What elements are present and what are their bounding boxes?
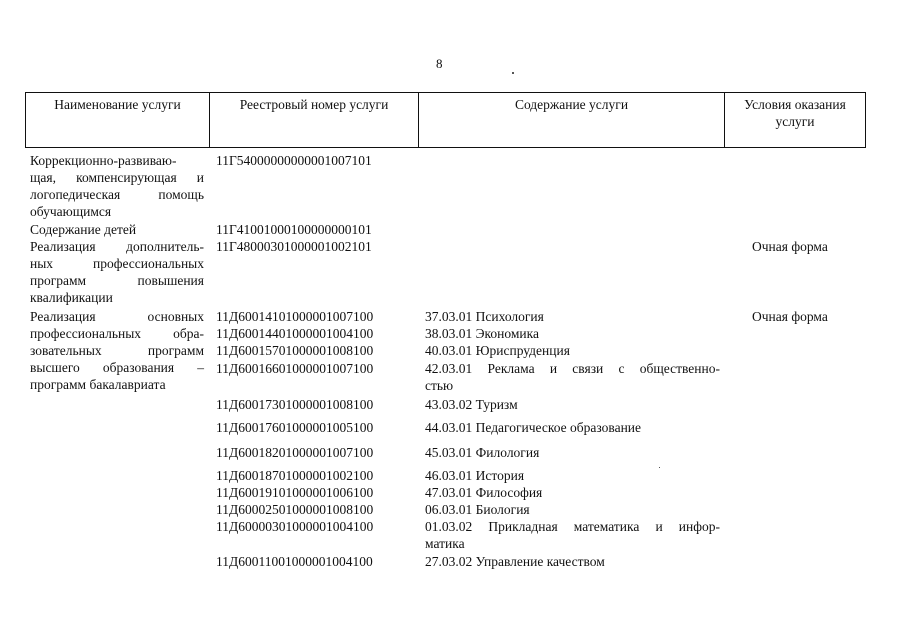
scan-speck [512,72,514,74]
service-name-line: Коррекционно-развиваю- [30,153,177,168]
program-registry-code: 11Д60014401000001004100 [216,326,374,341]
program-content: 37.03.01 Психология [425,309,544,324]
program-registry-code: 11Д60017601000001005100 [216,420,374,435]
program-content [425,518,720,552]
page-number: 8 [436,56,443,71]
service-name [30,238,204,306]
program-registry-code: 11Д60016601000001007100 [216,361,374,376]
program-content-line: матика [425,536,465,551]
program-registry-code: 11Д60018701000001002100 [216,468,374,483]
program-content [425,360,720,394]
program-registry-code: 11Д60011001000001004100 [216,554,373,569]
service-name-line: профессиональных обра- [30,326,204,341]
service-name-line: высшего образования – [30,360,204,375]
program-content-line: 42.03.01 Реклама и связи с общественно- [425,361,720,376]
program-content-line: 01.03.02 Прикладная математика и инфор- [425,519,720,534]
program-content: 40.03.01 Юриспруденция [425,343,570,358]
service-name-line: квалификации [30,290,113,305]
table-header [25,92,866,148]
program-content-line: стью [425,378,454,393]
service-registry-code: 11Г41001000100000000101 [216,222,372,237]
service-name-line: ных профессиональных [30,256,204,271]
program-content: 46.03.01 История [425,468,525,483]
header-registry-number: Реестровый номер услуги [239,97,389,112]
service-condition: Очная форма [752,239,828,254]
program-registry-code: 11Д60015701000001008100 [216,343,374,358]
program-content: 38.03.01 Экономика [425,326,539,341]
program-registry-code: 11Д60017301000001008100 [216,397,374,412]
header-service-conditions [725,96,865,130]
service-name-line: обучающимся [30,204,112,219]
program-content: 47.03.01 Философия [425,485,543,500]
service-name-line: программ бакалавриата [30,377,166,392]
header-service-name: Наименование услуги [54,97,181,112]
service-name-line: Реализация дополнитель- [30,239,204,254]
program-registry-code: 11Д60019101000001006100 [216,485,374,500]
program-content: 44.03.01 Педагогическое образование [425,420,642,435]
program-content: 43.03.02 Туризм [425,397,518,412]
service-name-line: зовательных программ [30,343,204,358]
program-registry-code: 11Д60014101000001007100 [216,309,374,324]
header-conditions-line: услуги [775,114,815,129]
service-name: Содержание детей [30,222,137,237]
service-name-line: программ повышения [30,273,204,288]
service-name-line: щая, компенсирующая и [30,170,204,185]
service-condition: Очная форма [752,309,828,324]
service-name-line: логопедическая помощь [30,187,204,202]
program-content: 27.03.02 Управление качеством [425,554,605,569]
service-registry-code: 11Г48000301000001002101 [216,239,372,254]
header-conditions-line: Условия оказания [744,97,846,112]
header-service-content: Содержание услуги [514,97,629,112]
service-name-line: Реализация основных [30,309,204,324]
program-content: 06.03.01 Биология [425,502,530,517]
program-registry-code: 11Д60002501000001008100 [216,502,374,517]
service-name [30,152,204,220]
service-name [30,308,204,393]
program-registry-code: 11Д60018201000001007100 [216,445,374,460]
service-registry-code: 11Г54000000000001007101 [216,153,372,168]
program-registry-code: 11Д60000301000001004100 [216,519,374,534]
scan-speck [659,467,660,468]
program-content: 45.03.01 Филология [425,445,540,460]
